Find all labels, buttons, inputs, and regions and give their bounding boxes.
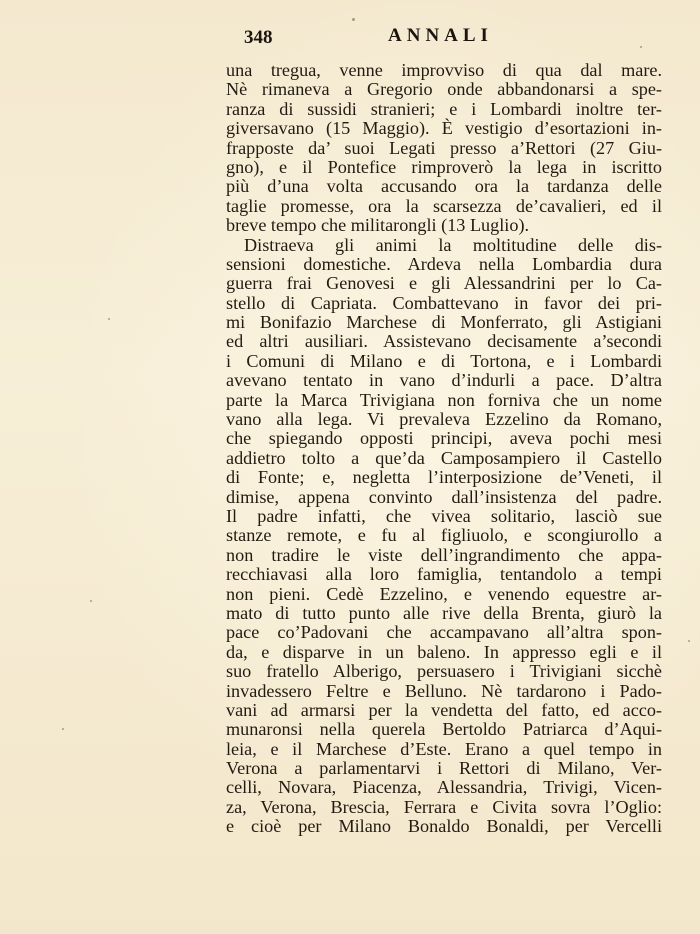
text-line: avevano tentato in vano d’indurli a pace. D’altra [226, 370, 662, 391]
text-line: dimise, appena convinto dall’insistenza del padre. [226, 486, 662, 507]
text-line: vano alla lega. Vi prevaleva Ezzelino da Romano, [226, 409, 662, 430]
text-line: che spiegando opposti principi, aveva pochi mesi [226, 428, 662, 449]
text-line: mato di tutto punto alle rive della Brenta, giurò la [226, 602, 662, 623]
text-line: non pieni. Cedè Ezzelino, e venendo equestre ar- [226, 583, 662, 604]
text-line: vani ad armarsi per la vendetta del fatto, ed acco- [226, 699, 662, 720]
text-line: suo fratello Alberigo, persuasero i Trivigiani sicchè [226, 661, 662, 682]
text-line: stello di Capriata. Combattevano in favor dei pri- [226, 292, 662, 313]
paragraph-end-line: breve tempo che militarongli (13 Luglio). [226, 215, 530, 236]
text-line: ranza di sussidi stranieri; e i Lombardi inoltre ter- [226, 98, 662, 119]
text-line: gno), e il Pontefice rimproverò la lega in iscritto [226, 156, 662, 177]
text-line: stanze remote, e fu al figliuolo, e scongiurollo a [226, 525, 662, 546]
text-line: celli, Novara, Piacenza, Alessandria, Trivigi, Vicen- [226, 777, 662, 798]
text-line: i Comuni di Milano e di Tortona, e i Lombardi [226, 350, 662, 371]
text-line: mi Bonifazio Marchese di Monferrato, gli Astigiani [226, 312, 662, 333]
text-line: guerra frai Genovesi e gli Alessandrini per lo Ca- [226, 273, 662, 294]
text-line: una tregua, venne improvviso di qua dal mare. [226, 60, 662, 80]
text-line: Nè rimaneva a Gregorio onde abbandonarsi a spe- [226, 79, 662, 100]
text-line: giversavano (15 Maggio). È vestigio d’esortazioni in- [226, 118, 662, 139]
paper-speck [688, 640, 690, 642]
text-line: frapposte da’ suoi Legati presso a’Rettori (27 Giu- [226, 137, 662, 158]
text-line: Verona a parlamentarvi i Rettori di Milano, Ver- [226, 758, 662, 779]
paper-speck [90, 600, 92, 602]
text-line: pace co’Padovani che accampavano all’altra spon- [226, 622, 662, 643]
text-line: sensioni domestiche. Ardeva nella Lombardia dura [226, 253, 662, 274]
text-line: da, e disparve in un baleno. In appresso egli e il [226, 641, 662, 662]
text-line: non tradire le viste dell’ingrandimento che appa- [226, 544, 662, 565]
text-line: parte la Marca Trivigiana non forniva che un nome [226, 389, 662, 410]
running-title: ANNALI [388, 25, 493, 46]
paper-speck [640, 46, 642, 48]
text-line: ed altri ausiliari. Assistevano decisamente a’secondi [226, 331, 662, 352]
text-line: di Fonte; e, negletta l’interposizione de’Veneti, il [226, 467, 662, 488]
text-line: addietro tolto a que’da Camposampiero il Castello [226, 447, 662, 468]
paper-speck [108, 318, 110, 320]
text-line: Il padre infatti, che vivea solitario, lasciò sue [226, 505, 662, 526]
paragraph-start-line: Distraeva gli animi la moltitudine delle dis- [244, 234, 662, 255]
text-line: munaronsi nella querela Bertoldo Patriarca d’Aqui- [226, 719, 662, 740]
text-line: za, Verona, Brescia, Ferrara e Civita sovra l’Oglio: [226, 796, 662, 817]
text-line: più d’una volta accusando ora la tardanza delle [226, 176, 662, 197]
text-line: e cioè per Milano Bonaldo Bonaldi, per Vercelli [226, 816, 662, 837]
page-header [232, 24, 662, 52]
text-line: leia, e il Marchese d’Este. Erano a quel tempo in [226, 738, 662, 759]
paper-speck [62, 728, 64, 730]
body-text [226, 61, 662, 837]
text-line: taglie promesse, ora la scarsezza de’cavalieri, ed il [226, 195, 662, 216]
page-number: 348 [244, 27, 273, 48]
paper-speck [352, 18, 355, 21]
text-line: invadessero Feltre e Belluno. Nè tardarono i Pado- [226, 680, 662, 701]
text-line: recchiavasi alla loro famiglia, tentandolo a tempi [226, 564, 662, 585]
